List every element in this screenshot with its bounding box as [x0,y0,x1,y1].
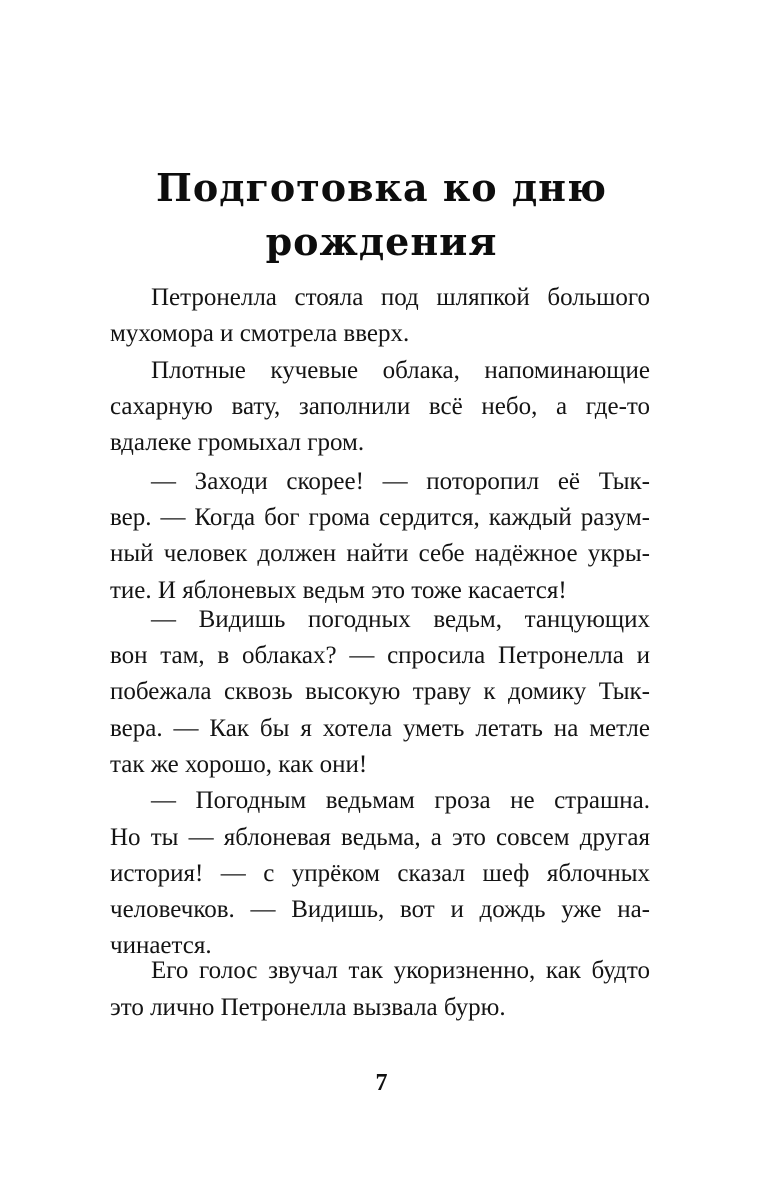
text-line: это лично Петронелла вызвала бурю. [110,994,506,1021]
text-line: ный человек должен найти себе надёжное укры- [110,540,650,567]
text-line: Но ты — яблоневая ведьма, а это совсем другая [110,824,650,851]
page-number: 7 [375,1070,388,1096]
chapter-title-line: Подготовка ко дню [156,165,607,211]
text-line: история! — с упрёком сказал шеф яблочных [110,860,650,887]
text-line: чинается. [110,932,212,959]
text-line: — Заходи скорее! — поторопил её Тык- [151,468,650,495]
text-line: вера. — Как бы я хотела уметь летать на метле [110,715,650,742]
text-line: тие. И яблоневых ведьм это тоже касается! [110,577,567,604]
text-line: вер. — Когда бог грома сердится, каждый разум- [110,504,650,531]
text-line: Плотные кучевые облака, напоминающие [151,357,650,384]
text-line: вдалеке громыхал гром. [110,429,365,456]
chapter-title [0,161,763,269]
text-line: Петронелла стояла под шляпкой большого [151,284,650,311]
text-line: человечков. — Видишь, вот и дождь уже на- [110,896,650,923]
text-line: мухомора и смотрела вверх. [110,320,410,347]
text-line: — Видишь погодных ведьм, танцующих [151,606,650,633]
text-line: сахарную вату, заполнили всё небо, а где-то [110,393,650,420]
text-line: вон там, в облаках? — спросила Петронелла и [110,642,650,669]
text-line: — Погодным ведьмам гроза не страшна. [151,787,650,814]
text-line: Его голос звучал так укоризненно, как будто [151,957,650,984]
chapter-title-line: рождения [265,219,498,265]
text-line: так же хорошо, как они! [110,751,368,778]
text-line: побежала сквозь высокую траву к домику Тык- [110,678,650,705]
